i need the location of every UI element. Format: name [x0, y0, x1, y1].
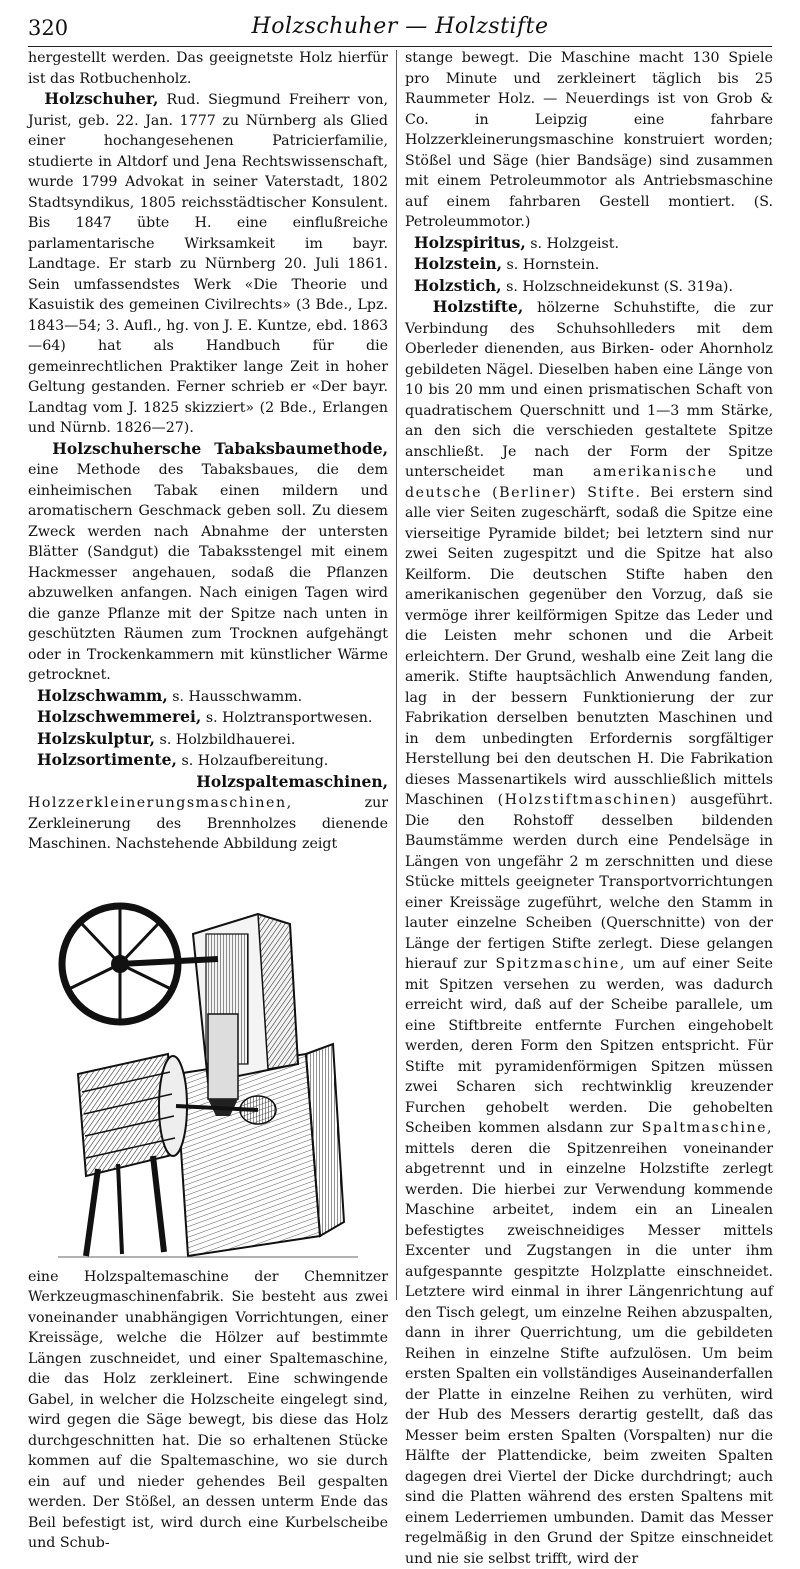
- entry-text: s. Hausschwamm.: [167, 688, 303, 705]
- wood-splitting-machine-engraving: [58, 864, 358, 1260]
- entry-headword: Holzschwamm,: [37, 685, 168, 705]
- entry-spaced-term: deutsche (Berliner) Stifte.: [405, 484, 642, 501]
- entry-text: s. Holzbildhauerei.: [155, 731, 296, 748]
- entry-headword: Holzschwemmerei,: [37, 707, 202, 726]
- entry-spaced-term: amerikanische: [563, 464, 718, 480]
- entry-text: mittels deren die Spitzenreihen voneinander abgetrennt und in einzelne Holzstifte zerlegt werden. Die hierbei zur Verwendung kommende Maschine arbeitet, indem ein an Linealen befestigtes zweischneidiges Messer mittels Excenter und Zugstangen in die unter ihm aufgespannte gespitzte Holzplatte einschneidet. Letztere wird einmal in ihrer Längenrichtung auf den Tisch gelegt, um einzelne Reihen abzuspalten, dann in ihrer Querrichtung, um die gebildeten Reihen in einzelne Stifte aufzulösen. Um beim ersten Spalten ein vollständiges Auseinanderfallen der Platte in einzelne Reihen zu verhüten, wird der Hub des Messers derartig gestellt, daß das Messer beim ersten Spalten (Vorspalten) nur die Hälfte der Plattendicke, beim zweiten Spalten dagegen drei Viertel der Dicke durchdringt; auch sind die Platten während des ersten Spaltens mit einem Lederriemen umbunden. Damit das Messer regelmäßig in den Grund der Spitze einschneidet und nie sie selbst trifft, wird der: [405, 1140, 773, 1567]
- entry-holzschwemmerei: [28, 707, 388, 729]
- entry-holzstifte: [405, 297, 773, 1569]
- entry-holzschuher: [28, 89, 388, 439]
- entry-text: ausgeführt. Die den Rohstoff desselben bildenden Baumstämme werden durch eine Pendelsäge in Längen von ungefähr 2 m zerschnitten und diese Stücke mittels geeigneter Transportvorrichtungen einer Kreissäge zugeführt, welche den Stamm in lauter einzelne Scheiben (Querschnitte) von der Länge der fertigen Stifte zerlegt. Diese gelangen hierauf zur: [405, 792, 774, 972]
- page-number: 320: [28, 16, 69, 40]
- running-head: Holzschuher — Holzstifte: [251, 14, 549, 39]
- column-divider: [396, 50, 397, 1300]
- entry-text: um auf einer Seite mit Spitzen versehen zu werden, was dadurch erreicht wird, daß auf der Scheibe parallele, um eine Stiftbreite entfernte Furchen eingehobelt werden, deren Form den Spitzen entspricht. Für Stifte mit pyramidenförmigen Spitzen müssen zwei Scharen sich rechtwinklig kreuzender Furchen gehobelt werden. Die gehobelten Scheiben kommen alsdann zur: [405, 956, 773, 1136]
- entry-text: und: [717, 464, 773, 480]
- entry-headword: Holzstich,: [414, 275, 502, 295]
- entry-holzspaltemaschinen: [28, 772, 388, 855]
- machine-illustration: [28, 861, 388, 1263]
- entry-spaced-term: Holzzerkleinerungsmaschinen,: [28, 795, 293, 811]
- entry-text: s. Holzschneidekunst (S. 319a).: [501, 278, 733, 295]
- entry-holzsortimente: [28, 750, 388, 772]
- entry-holzspiritus: [405, 233, 773, 255]
- entry-headword: Holzschuher,: [44, 89, 159, 108]
- paragraph-after-figure: eine Holzspaltemaschine der Chemnitzer Werkzeugmaschinenfabrik. Sie besteht aus zwei voneinander unabhängigen Vorrichtungen, einer Kreissäge, welche die Hölzer auf bestimmte Längen zuschneidet, und einer Spaltemaschine, die das Holz zerkleinert. Eine schwingende Gabel, in welcher die Holzscheite eingelegt sind, wird gegen die Säge bewegt, bis diese das Holz durchgeschnitten hat. Die so erhaltenen Stücke kommen auf die Spaltemaschine, wo sie durch ein auf und nieder gehendes Beil gespalten werden. Der Stößel, an dessen unterm Ende das Beil befestigt ist, wird durch eine Kurbelscheibe und Schub-: [28, 1268, 388, 1551]
- entry-text: s. Holzaufbereitung.: [176, 753, 329, 769]
- entry-spaced-term: (Holzstiftmaschinen): [483, 792, 678, 808]
- entry-tabaksbaumethode: [28, 439, 388, 686]
- entry-headword: Holzstifte,: [432, 297, 524, 316]
- entry-text: Rud. Siegmund Freiherr von, Jurist, geb. 22. Jan. 1777 zu Nürnberg als Glied einer hochangesehenen Patricierfamilie, studierte in Altdorf und Jena Rechtswissenschaft, wurde 1799 Advokat in seiner Vaterstadt, 1802 Stadtsyndikus, 1805 reichsstädtischer Konsulent. Bis 1847 übte H. eine einflußreiche parlamentarische Wirksamkeit im bayr. Landtage. Er starb zu Nürnberg 20. Juli 1861. Sein umfassendstes Werk «Die Theorie und Kasuistik des gemeinen Civilrechts» (3 Bde., Lpz. 1843—54; 3. Aufl., hg. von J. E. Kuntze, ebd. 1863—64) hat als Handbuch für die gemeinrechtlichen Praktiker lange Zeit in hoher Geltung gestanden. Ferner schrieb er «Der bayr. Landtag vom J. 1825 skizziert» (2 Bde., Erlangen und Nürnb. 1826—27).: [28, 92, 388, 436]
- entry-text: eine Methode des Tabaksbaues, die dem einheimischen Tabak einen mildern und aromatischern Geschmack geben soll. Zu diesem Zweck werden nach Abnahme der untersten Blätter (Sandgut) die Tabaksstengel mit einem Hackmesser angehauen, sodaß die Pflanzen abzuwelken anfangen. Nach einigen Tagen wird die ganze Pflanze mit der Spitze nach unten in geschützten Räumen zum Trocknen aufgehängt oder in Trockenkammern mit künstlicher Wärme getrocknet.: [28, 462, 388, 683]
- entry-spaced-term: Spaltmaschine,: [633, 1120, 773, 1136]
- left-column: [28, 48, 388, 1551]
- entry-holzschwamm: [28, 686, 388, 708]
- entry-headword: Holzstein,: [414, 254, 503, 273]
- entry-headword: Holzspaltemaschinen,: [196, 771, 388, 791]
- paragraph-continuation: stange bewegt. Die Maschine macht 130 Spiele pro Minute und zerkleinert täglich bis 25 Raummeter Holz. — Neuerdings ist von Grob & Co. in Leipzig eine fahrbare Holzzerkleinerungsmaschine konstruiert worden; Stößel und Säge (hier Bandsäge) sind zusammen mit einem Petroleummotor als Antriebsmaschine auf einem fahrbaren Gestell montiert. (S. Petroleummotor.): [405, 50, 773, 230]
- entry-text: s. Holzgeist.: [525, 235, 620, 252]
- entry-headword: Holzskulptur,: [37, 728, 156, 748]
- entry-headword: Holzspiritus,: [414, 232, 526, 252]
- entry-holzskulptur: [28, 729, 388, 751]
- entry-text: s. Hornstein.: [502, 257, 600, 273]
- right-column: [405, 48, 774, 1567]
- entry-text: zur Zerkleinerung des Brennholzes dienende Maschinen. Nachstehende Abbildung zeigt: [28, 795, 388, 852]
- entry-text: s. Holztransportwesen.: [201, 710, 373, 726]
- entry-text: Bei erstern sind alle vier Seiten zugeschärft, sodaß die Spitze eine vierseitige Pyramide bildet; bei letztern sind nur zwei Seiten zugespitzt und die Spitze hat also Keilform. Die deutschen Stifte haben den amerikanischen gegenüber den Vorzug, daß sie vermöge ihrer keilförmigen Spitze das Leder und die Leisten mehr schonen und die Arbeit erleichtern. Der Grund, weshalb eine Zeit lang die amerik. Stifte hauptsächlich Anwendung fanden, lag in der bessern Funktionierung der zur Fabrikation derselben benutzten Maschinen und in dem unbedingten Erfordernis sorgfältiger Herstellung bei den deutschen H. Die Fabrikation dieses Massenartikels wird ausschließlich mittels Maschinen: [405, 484, 773, 808]
- entry-holzstein: [405, 254, 773, 276]
- entry-headword: Holzsortimente,: [37, 750, 177, 769]
- entry-holzstich: [405, 276, 773, 298]
- entry-spaced-term: Spitzmaschine,: [487, 956, 626, 972]
- paragraph-continuation: hergestellt werden. Das geeignetste Holz hierfür ist das Rotbuchenholz.: [28, 50, 388, 87]
- page-header: [28, 12, 772, 47]
- entry-text: hölzerne Schuhstifte, die zur Verbindung des Schuhsohlleders mit dem Oberleder dienenden, aus Birken- oder Ahornholz gebildeten Nägel. Dieselben haben eine Länge von 10 bis 20 mm und einen prismatischen Schaft von quadratischem Querschnitt und 1—3 mm Stärke, an den sich die verschieden gestaltete Spitze anschließt. Je nach der Form der Spitze unterscheidet man: [405, 300, 773, 480]
- entry-headword: Holzschuhersche Tabaksbaumethode,: [52, 438, 388, 458]
